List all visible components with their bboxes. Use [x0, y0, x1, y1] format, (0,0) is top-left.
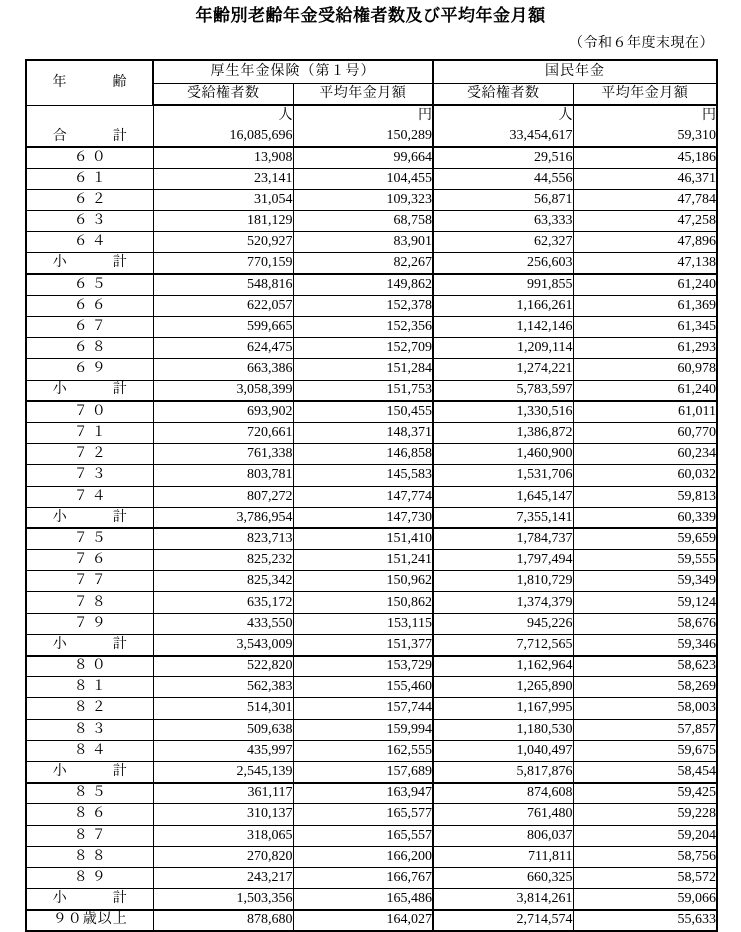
cell-kosei-recipients: 825,232: [153, 550, 293, 571]
cell-kosei-recipients: 509,638: [153, 719, 293, 740]
table-row: [26, 783, 717, 804]
table-row: [26, 740, 717, 761]
row-label-age: ８４: [26, 740, 153, 761]
cell-kosei-recipients: 181,129: [153, 211, 293, 232]
cell-kokumin-recipients: 44,556: [433, 168, 573, 189]
cell-kokumin-recipients: 1,460,900: [433, 444, 573, 465]
cell-kokumin-average: 61,369: [573, 295, 717, 316]
cell-kosei-recipients: 770,159: [153, 253, 293, 274]
cell-kosei-recipients: 3,543,009: [153, 634, 293, 655]
cell-kokumin-average: 58,269: [573, 677, 717, 698]
cell-kokumin-average: 60,339: [573, 507, 717, 528]
column-header-age: 年 齢: [26, 60, 153, 105]
cell-kokumin-average: 58,676: [573, 613, 717, 634]
cell-kosei-average: 151,377: [293, 634, 433, 655]
cell-kosei-recipients: 825,342: [153, 571, 293, 592]
cell-kokumin-average: 47,784: [573, 189, 717, 210]
cell-kokumin-average: 59,346: [573, 634, 717, 655]
value-kokumin-recipients: 33,454,617: [509, 128, 573, 143]
cell-kosei-average: 151,410: [293, 528, 433, 549]
table-row: [26, 613, 717, 634]
cell-kokumin-recipients: 945,226: [433, 613, 573, 634]
cell-kosei-average: 162,555: [293, 740, 433, 761]
table-row: [26, 189, 717, 210]
cell-kokumin-average: 59,349: [573, 571, 717, 592]
cell-kosei-recipients: 878,680: [153, 910, 293, 931]
cell-kokumin-recipients: 1,797,494: [433, 550, 573, 571]
row-label-subtotal: 小 計: [26, 253, 153, 274]
cell-kosei-average: 159,994: [293, 719, 433, 740]
cell-kosei-average: 152,378: [293, 295, 433, 316]
value-kosei-average: 150,289: [386, 128, 432, 143]
cell-kokumin-average: 47,896: [573, 232, 717, 253]
cell-kosei-average: 164,027: [293, 910, 433, 931]
table-row-grand-total: [26, 105, 717, 147]
cell-kosei-recipients: 807,272: [153, 486, 293, 507]
cell-kokumin-average: 58,756: [573, 846, 717, 867]
cell-kosei-recipients: 599,665: [153, 317, 293, 338]
row-label-subtotal: 小 計: [26, 380, 153, 401]
cell-kosei-average: 165,486: [293, 889, 433, 910]
table-row: [26, 295, 717, 316]
row-label-subtotal: 小 計: [26, 634, 153, 655]
cell-kosei-average: 151,241: [293, 550, 433, 571]
row-label-grand-total: 合 計: [26, 105, 153, 147]
row-label-age: ７７: [26, 571, 153, 592]
row-label-age: ８７: [26, 825, 153, 846]
cell-kokumin-average: 59,675: [573, 740, 717, 761]
table-row: [26, 825, 717, 846]
table-row: [26, 168, 717, 189]
cell-kosei-average: 68,758: [293, 211, 433, 232]
table-row: [26, 804, 717, 825]
cell-kokumin-recipients: 56,871: [433, 189, 573, 210]
cell-kokumin-average: 61,240: [573, 274, 717, 295]
cell-kokumin-recipients: 1,166,261: [433, 295, 573, 316]
cell-kokumin-recipients: 761,480: [433, 804, 573, 825]
row-label-age: ７０: [26, 401, 153, 422]
cell-kosei-recipients: 31,054: [153, 189, 293, 210]
table-row-subtotal: [26, 634, 717, 655]
row-label-age: ６７: [26, 317, 153, 338]
cell-kokumin-recipients: 256,603: [433, 253, 573, 274]
cell-kokumin-recipients: 1,167,995: [433, 698, 573, 719]
cell-kokumin-recipients: 29,516: [433, 147, 573, 168]
table-row: [26, 147, 717, 168]
table-row-subtotal: [26, 253, 717, 274]
column-group-header-kosei-nenkin: 厚生年金保険（第１号）: [153, 60, 433, 83]
row-label-age: ８３: [26, 719, 153, 740]
cell-kokumin-recipients: 2,714,574: [433, 910, 573, 931]
row-label-subtotal: 小 計: [26, 761, 153, 782]
row-label-age: ８５: [26, 783, 153, 804]
cell-kosei-average: 146,858: [293, 444, 433, 465]
cell-kosei-recipients: 310,137: [153, 804, 293, 825]
cell-kosei-average: 99,664: [293, 147, 433, 168]
row-label-age: ６６: [26, 295, 153, 316]
cell-kosei-average: 150,455: [293, 401, 433, 422]
row-label-subtotal: 小 計: [26, 507, 153, 528]
table-row-over90: [26, 910, 717, 931]
column-header-kosei-average: 平均年金月額: [293, 83, 433, 105]
cell-kosei-average: 153,729: [293, 656, 433, 677]
cell-kosei-average: 155,460: [293, 677, 433, 698]
row-label-age: ６９: [26, 359, 153, 380]
cell-kokumin-recipients: 62,327: [433, 232, 573, 253]
cell-kokumin-recipients: 7,712,565: [433, 634, 573, 655]
table-row: [26, 486, 717, 507]
header-row-groups: [26, 60, 717, 83]
table-row: [26, 550, 717, 571]
cell-kokumin-recipients: 1,330,516: [433, 401, 573, 422]
row-label-subtotal: 小 計: [26, 889, 153, 910]
row-label-age: ８０: [26, 656, 153, 677]
row-label-age: ７１: [26, 422, 153, 443]
row-label-age: ７４: [26, 486, 153, 507]
table-header: [26, 60, 717, 105]
row-label-age: ６５: [26, 274, 153, 295]
table-row-subtotal: [26, 507, 717, 528]
cell-kosei-average: 157,744: [293, 698, 433, 719]
unit-label-yen: 円: [702, 108, 716, 123]
cell-kokumin-recipients: 1,274,221: [433, 359, 573, 380]
cell-kosei-recipients: 803,781: [153, 465, 293, 486]
cell-kokumin-recipients: 991,855: [433, 274, 573, 295]
table-row: [26, 656, 717, 677]
cell-kokumin-average: 55,633: [573, 910, 717, 931]
cell-kosei-average: 152,709: [293, 338, 433, 359]
column-group-header-kokumin-nenkin: 国民年金: [433, 60, 717, 83]
as-of-date-note: （令和６年度末現在）: [569, 36, 714, 51]
cell-kokumin-average: 59,066: [573, 889, 717, 910]
cell-kosei-recipients: 243,217: [153, 867, 293, 888]
row-label-age: ８８: [26, 846, 153, 867]
cell-kokumin-average: 59,813: [573, 486, 717, 507]
cell-kokumin-average: 58,454: [573, 761, 717, 782]
cell-kosei-average: 163,947: [293, 783, 433, 804]
cell-kokumin-average: 61,345: [573, 317, 717, 338]
cell-kosei-average: 165,557: [293, 825, 433, 846]
cell-kosei-recipients: 693,902: [153, 401, 293, 422]
cell-kosei-recipients: 1,503,356: [153, 889, 293, 910]
row-label-age: ６１: [26, 168, 153, 189]
cell-kokumin-average: 59,555: [573, 550, 717, 571]
cell-kokumin-recipients: 1,784,737: [433, 528, 573, 549]
cell-kokumin-average: 60,770: [573, 422, 717, 443]
table-row-subtotal: [26, 761, 717, 782]
table-container: [25, 59, 716, 932]
cell-kosei-average: 157,689: [293, 761, 433, 782]
row-label-age: ８９: [26, 867, 153, 888]
row-label-age: ６４: [26, 232, 153, 253]
table-row: [26, 232, 717, 253]
row-label-age: ６８: [26, 338, 153, 359]
cell-kosei-recipients: 635,172: [153, 592, 293, 613]
cell-kosei-average: 150,962: [293, 571, 433, 592]
cell-kosei-average: 147,774: [293, 486, 433, 507]
cell-kokumin-recipients: 711,811: [433, 846, 573, 867]
cell-kosei-recipients: 361,117: [153, 783, 293, 804]
table-row: [26, 444, 717, 465]
cell-kokumin-recipients: 3,814,261: [433, 889, 573, 910]
cell-kosei-average: 166,200: [293, 846, 433, 867]
row-label-age: ７９: [26, 613, 153, 634]
cell-kokumin-average: 58,623: [573, 656, 717, 677]
unit-label-people: 人: [558, 108, 573, 123]
cell-kokumin-average: 59,124: [573, 592, 717, 613]
row-label-age: ７２: [26, 444, 153, 465]
table-row-subtotal: [26, 889, 717, 910]
cell-kosei-recipients: 663,386: [153, 359, 293, 380]
cell-kokumin-average: 59,659: [573, 528, 717, 549]
cell-kokumin-average: 59,425: [573, 783, 717, 804]
cell-kokumin-recipients: 1,265,890: [433, 677, 573, 698]
cell-kokumin-recipients: 1,040,497: [433, 740, 573, 761]
value-kokumin-average: 59,310: [677, 128, 716, 143]
cell-kosei-recipients: 520,927: [153, 232, 293, 253]
cell-kokumin-recipients: 1,142,146: [433, 317, 573, 338]
cell-kokumin-average: 60,032: [573, 465, 717, 486]
cell-kokumin-average: 47,258: [573, 211, 717, 232]
cell-kosei-average: 149,862: [293, 274, 433, 295]
cell-kosei-recipients: 624,475: [153, 338, 293, 359]
table-row-subtotal: [26, 380, 717, 401]
cell-kokumin-recipients: 806,037: [433, 825, 573, 846]
cell-kokumin-recipients: 1,162,964: [433, 656, 573, 677]
cell-kosei-recipients: 522,820: [153, 656, 293, 677]
cell-kosei-average: 151,284: [293, 359, 433, 380]
page-title: 年齢別老齢年金受給権者数及び平均年金月額: [195, 6, 546, 26]
cell-kosei-recipients: 548,816: [153, 274, 293, 295]
table-row: [26, 359, 717, 380]
cell-kokumin-recipients: 5,817,876: [433, 761, 573, 782]
cell-kokumin-recipients: 1,209,114: [433, 338, 573, 359]
cell-kosei-recipients: 2,545,139: [153, 761, 293, 782]
cell-kokumin-recipients: 660,325: [433, 867, 573, 888]
cell-kosei-recipients: 823,713: [153, 528, 293, 549]
cell-kosei-recipients: 13,908: [153, 147, 293, 168]
row-label-age: ７６: [26, 550, 153, 571]
cell-kosei-average: 153,115: [293, 613, 433, 634]
cell-kokumin-average: 45,186: [573, 147, 717, 168]
table-row: [26, 528, 717, 549]
cell-kosei-average: 166,767: [293, 867, 433, 888]
cell-kokumin-recipients: 1,645,147: [433, 486, 573, 507]
value-kosei-recipients: 16,085,696: [229, 128, 293, 143]
table-row: [26, 274, 717, 295]
cell-kokumin-recipients: 1,386,872: [433, 422, 573, 443]
cell-kokumin-average: 59,228: [573, 804, 717, 825]
cell-kosei-recipients: 562,383: [153, 677, 293, 698]
cell-kosei-average: 82,267: [293, 253, 433, 274]
table-row: [26, 465, 717, 486]
cell-kokumin-recipients: 1,810,729: [433, 571, 573, 592]
cell-kosei-average: 148,371: [293, 422, 433, 443]
table-row: [26, 592, 717, 613]
table-row: [26, 867, 717, 888]
cell-kokumin-recipients: 874,608: [433, 783, 573, 804]
cell-kosei-recipients: 3,786,954: [153, 507, 293, 528]
cell-kosei-average: 165,577: [293, 804, 433, 825]
row-label-age: ８１: [26, 677, 153, 698]
pension-statistics-table: [25, 59, 718, 932]
cell-kosei-average: 145,583: [293, 465, 433, 486]
row-label-age: ６０: [26, 147, 153, 168]
table-body: [26, 105, 717, 931]
row-label-age: ７８: [26, 592, 153, 613]
cell-kokumin-average: 58,572: [573, 867, 717, 888]
row-label-over90: ９０歳以上: [26, 910, 153, 931]
unit-label-people: 人: [278, 108, 293, 123]
table-row: [26, 211, 717, 232]
cell-kosei-average: 109,323: [293, 189, 433, 210]
column-header-kokumin-average: 平均年金月額: [573, 83, 717, 105]
table-row: [26, 698, 717, 719]
row-label-age: ７３: [26, 465, 153, 486]
cell-kokumin-average: 57,857: [573, 719, 717, 740]
cell-kosei-average: 83,901: [293, 232, 433, 253]
column-header-kosei-recipients: 受給権者数: [153, 83, 293, 105]
cell-kokumin-average: 46,371: [573, 168, 717, 189]
cell-kokumin-average: 60,234: [573, 444, 717, 465]
cell-kosei-average: 150,862: [293, 592, 433, 613]
cell-kosei-recipients: [153, 105, 293, 147]
cell-kokumin-recipients: 1,180,530: [433, 719, 573, 740]
table-row: [26, 401, 717, 422]
cell-kosei-recipients: 514,301: [153, 698, 293, 719]
cell-kosei-recipients: 720,661: [153, 422, 293, 443]
table-row: [26, 719, 717, 740]
cell-kokumin-average: 58,003: [573, 698, 717, 719]
cell-kosei-recipients: 622,057: [153, 295, 293, 316]
cell-kokumin-recipients: [433, 105, 573, 147]
cell-kosei-average: 104,455: [293, 168, 433, 189]
cell-kokumin-average: 61,293: [573, 338, 717, 359]
cell-kosei-recipients: 270,820: [153, 846, 293, 867]
row-label-age: ６２: [26, 189, 153, 210]
cell-kokumin-recipients: 7,355,141: [433, 507, 573, 528]
cell-kosei-average: 147,730: [293, 507, 433, 528]
cell-kosei-recipients: 433,550: [153, 613, 293, 634]
cell-kokumin-average: 60,978: [573, 359, 717, 380]
cell-kokumin-average: 47,138: [573, 253, 717, 274]
cell-kosei-recipients: 435,997: [153, 740, 293, 761]
cell-kokumin-average: 61,240: [573, 380, 717, 401]
cell-kosei-average: 152,356: [293, 317, 433, 338]
table-row: [26, 846, 717, 867]
table-row: [26, 317, 717, 338]
cell-kosei-recipients: 3,058,399: [153, 380, 293, 401]
cell-kosei-recipients: 761,338: [153, 444, 293, 465]
cell-kokumin-average: 61,011: [573, 401, 717, 422]
cell-kosei-recipients: 318,065: [153, 825, 293, 846]
cell-kokumin-recipients: 1,531,706: [433, 465, 573, 486]
cell-kosei-average: [293, 105, 433, 147]
row-label-age: ８２: [26, 698, 153, 719]
table-row: [26, 422, 717, 443]
table-row: [26, 338, 717, 359]
table-row: [26, 677, 717, 698]
cell-kosei-recipients: 23,141: [153, 168, 293, 189]
column-header-kokumin-recipients: 受給権者数: [433, 83, 573, 105]
cell-kokumin-recipients: 63,333: [433, 211, 573, 232]
cell-kokumin-average: 59,204: [573, 825, 717, 846]
cell-kosei-average: 151,753: [293, 380, 433, 401]
cell-kokumin-average: [573, 105, 717, 147]
row-label-age: ８６: [26, 804, 153, 825]
table-row: [26, 571, 717, 592]
unit-label-yen: 円: [418, 108, 432, 123]
cell-kokumin-recipients: 1,374,379: [433, 592, 573, 613]
row-label-age: ６３: [26, 211, 153, 232]
row-label-age: ７５: [26, 528, 153, 549]
cell-kokumin-recipients: 5,783,597: [433, 380, 573, 401]
